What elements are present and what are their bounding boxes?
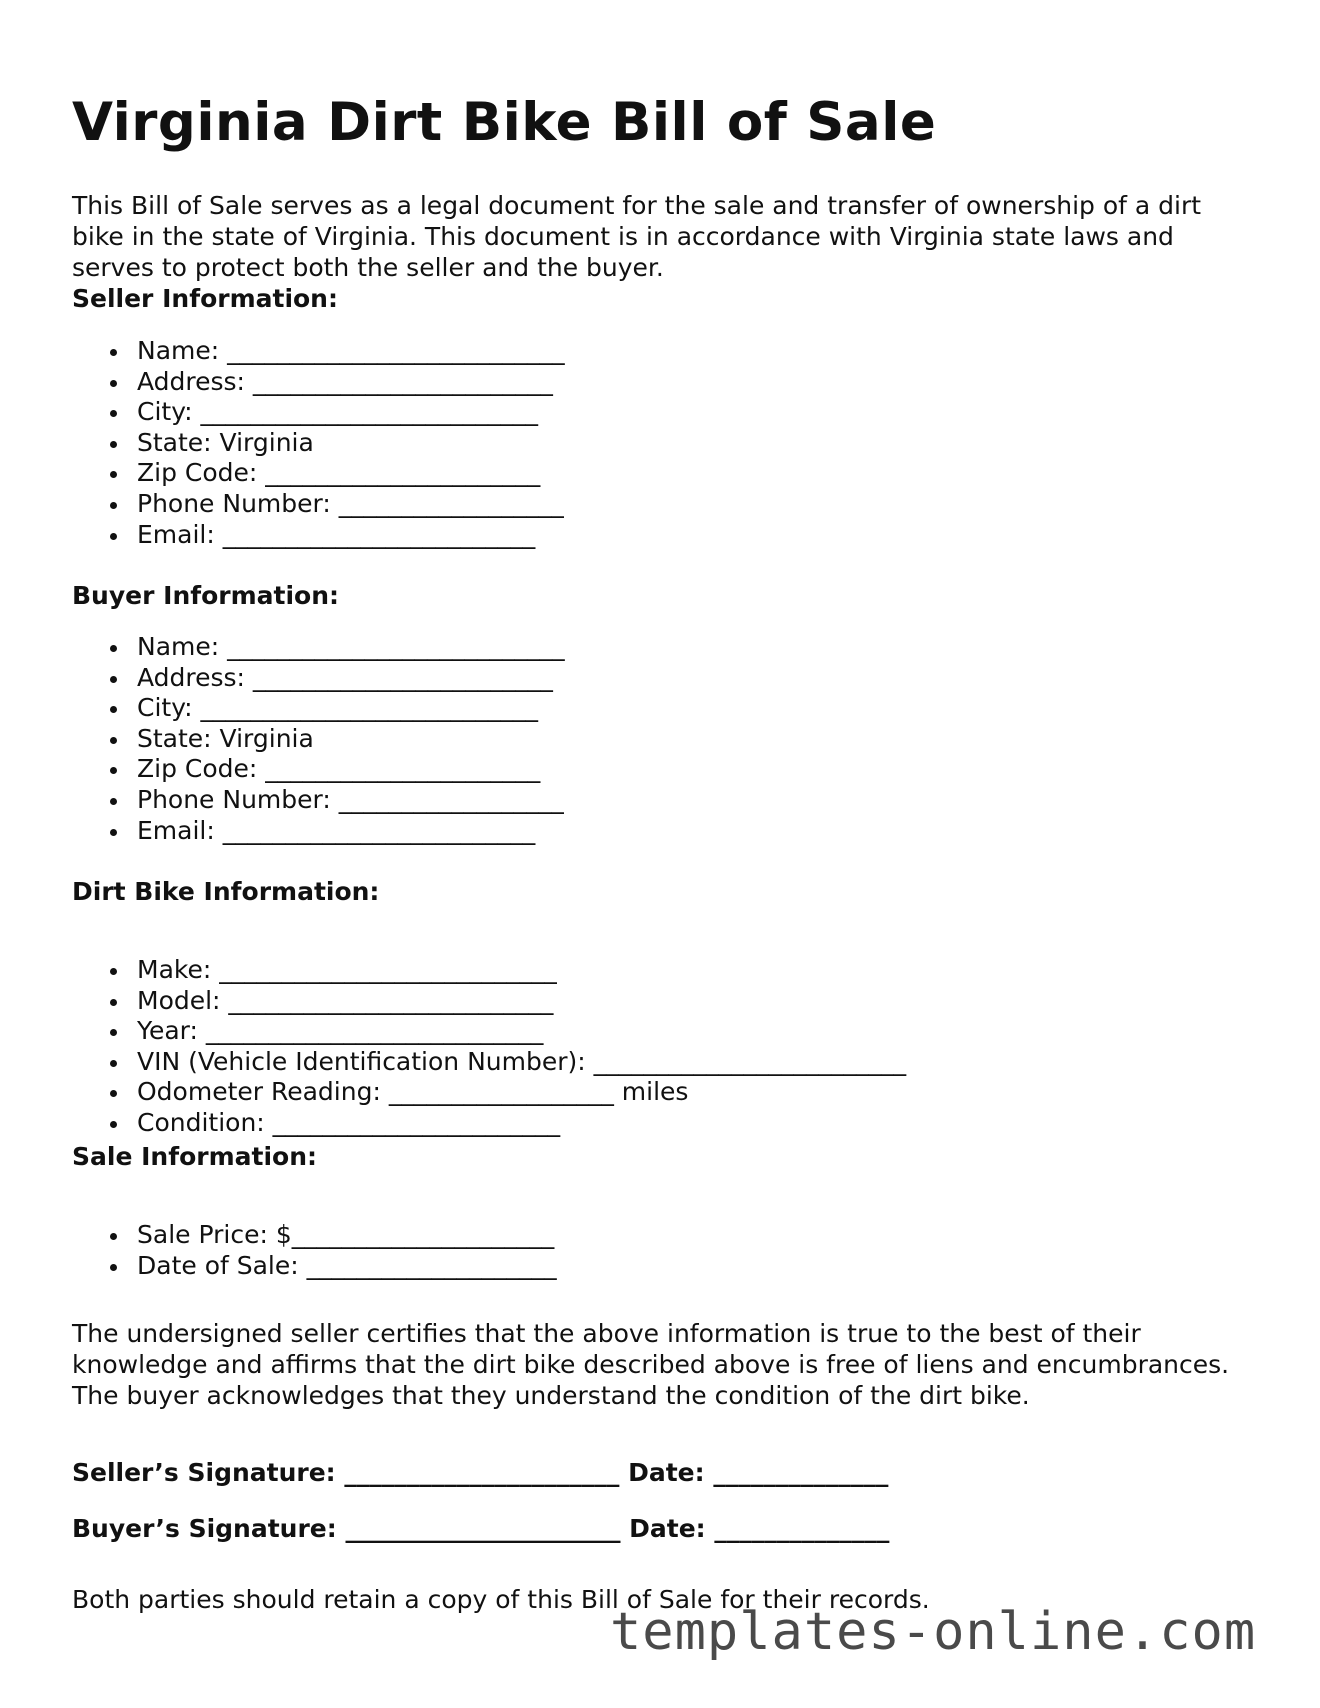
buyer-signature-line: Buyer’s Signature: ______________________ Date: ______________ [72,1514,890,1543]
buyer-heading: Buyer Information: [72,581,340,610]
buyer-email-field: Email: _________________________ [72,816,565,847]
bike-condition-field: Condition: _______________________ [72,1108,906,1139]
buyer-phone-field: Phone Number: __________________ [72,785,565,816]
seller-address-field: Address: ________________________ [72,367,565,398]
buyer-zip-field: Zip Code: ______________________ [72,754,565,785]
sale-list [72,1220,557,1281]
seller-name-field: Name: ___________________________ [72,336,565,367]
sale-heading: Sale Information: [72,1142,317,1171]
seller-heading: Seller Information: [72,284,338,313]
bike-heading: Dirt Bike Information: [72,877,380,906]
sale-price-field: Sale Price: $_____________________ [72,1220,557,1251]
buyer-state-field: State: Virginia [72,724,565,755]
seller-city-field: City: ___________________________ [72,397,565,428]
bike-year-field: Year: ___________________________ [72,1016,906,1047]
seller-list [72,336,565,550]
seller-email-field: Email: _________________________ [72,520,565,551]
bike-vin-field: VIN (Vehicle Identification Number): _________________________ [72,1047,906,1078]
buyer-address-field: Address: ________________________ [72,663,565,694]
watermark: templates-online.com [610,1602,1257,1662]
buyer-city-field: City: ___________________________ [72,693,565,724]
seller-state-field: State: Virginia [72,428,565,459]
bike-make-field: Make: ___________________________ [72,955,906,986]
document-title: Virginia Dirt Bike Bill of Sale [72,92,937,153]
intro-paragraph: This Bill of Sale serves as a legal document for the sale and transfer of ownership of a dirt bike in the state of Virginia. This document is in accordance with Virginia state laws and serves to protect both the seller and the buyer. [72,191,1202,282]
buyer-list [72,632,565,846]
certification-paragraph: The undersigned seller certifies that the above information is true to the best of their knowledge and affirms that the dirt bike described above is free of liens and encumbrances. The buyer acknowledges that they understand the condition of the dirt bike. [72,1319,1230,1410]
seller-signature-line: Seller’s Signature: ______________________ Date: ______________ [72,1458,889,1487]
closing-note: Both parties should retain a copy of this Bill of Sale for their records. [72,1585,930,1614]
sale-date-field: Date of Sale: ____________________ [72,1251,557,1282]
buyer-name-field: Name: ___________________________ [72,632,565,663]
seller-zip-field: Zip Code: ______________________ [72,458,565,489]
bike-model-field: Model: __________________________ [72,986,906,1017]
bike-list [72,955,906,1139]
seller-phone-field: Phone Number: __________________ [72,489,565,520]
bike-odometer-field: Odometer Reading: __________________ miles [72,1077,906,1108]
